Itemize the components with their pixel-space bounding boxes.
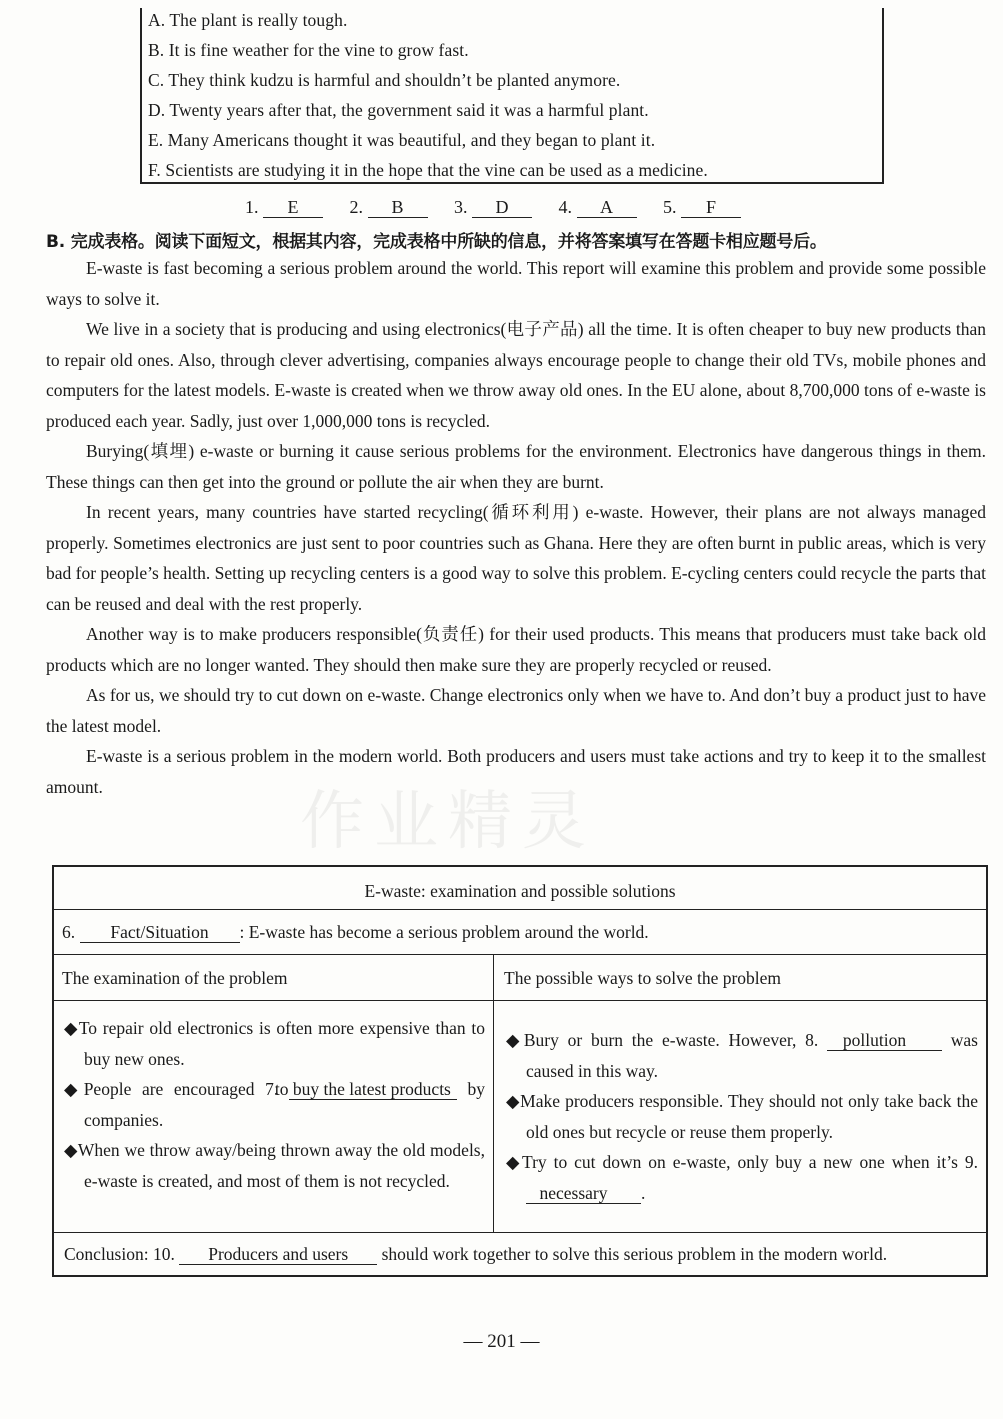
paragraph: Burying(填埋) e-waste or burning it cause serious problems for the environment. Electronics have dangerous things in them. These things can then get into the ground or pollute the air when they are burnt. <box>46 441 986 492</box>
answer-row <box>245 197 763 218</box>
table-right-header: The possible ways to solve the problem <box>494 955 986 1001</box>
diamond-bullet-icon: ◆ <box>506 1091 521 1111</box>
bullet-item: ◆Bury or burn the e-waste. However, 8. pollution was caused in this way. <box>506 1030 978 1081</box>
paragraph: E-waste is fast becoming a serious problem around the world. This report will examine this problem and provide some possible ways to solve it. <box>46 258 986 309</box>
option-b: B. It is fine weather for the vine to grow fast. <box>148 40 469 60</box>
options-box <box>140 8 884 184</box>
answer-item: 1. E <box>245 197 323 218</box>
bullet-item: ◆When we throw away/being thrown away the old models, e-waste is created, and most of them is not recycled. <box>64 1140 485 1191</box>
reading-passage <box>46 253 986 802</box>
table-title: E-waste: examination and possible solutions <box>54 867 986 910</box>
section-b-instruction: B. 完成表格。阅读下面短文，根据其内容，完成表格中所缺的信息，并将答案填写在答题卡相应题号后。 <box>46 232 827 252</box>
bullet-item: ◆To repair old electronics is often more expensive than to buy new ones. <box>64 1018 485 1069</box>
option-f: F. Scientists are studying it in the hope that the vine can be used as a medicine. <box>148 160 708 180</box>
bullet-item: ◆People are encouraged 7. to buy the latest products by companies. <box>64 1079 486 1130</box>
diamond-bullet-icon: ◆ <box>506 1030 524 1050</box>
table-left-header: The examination of the problem <box>54 955 494 1001</box>
answer-blank-7: to buy the latest products <box>289 1079 457 1100</box>
option-d: D. Twenty years after that, the government said it was a harmful plant. <box>148 100 649 120</box>
option-e: E. Many Americans thought it was beautiful, and they began to plant it. <box>148 130 656 150</box>
answer-blank-9: necessary <box>526 1183 641 1204</box>
answer-blank-10: Producers and users <box>179 1244 377 1265</box>
table-conclusion-row: Conclusion: 10. Producers and users should work together to solve this serious problem in the modern world. <box>64 1244 888 1264</box>
page-number: — 201 — <box>463 1331 540 1352</box>
answer-item: 2. B <box>350 197 428 218</box>
answer-blank: E <box>263 197 323 218</box>
diamond-bullet-icon: ◆ <box>64 1079 84 1099</box>
paragraph: In recent years, many countries have started recycling(循环利用) e-waste. However, their plans are not always managed properly. Sometimes electronics are just sent to poor countries such as Ghana. Here they are often burnt in public areas, which is very bad for people’s health. Setting up recycling centers is a good way to solve this problem. E-cycling centers could recycle the parts that can be reused and deal with the rest properly. <box>46 502 986 614</box>
answer-blank-8: pollution <box>827 1030 942 1051</box>
table-right-body <box>494 1001 986 1233</box>
answer-item: 3. D <box>454 197 532 218</box>
bullet-item: ◆Try to cut down on e-waste, only buy a new one when it’s 9. necessary . <box>506 1152 979 1203</box>
paragraph: We live in a society that is producing and using electronics(电子产品) all the time. It is often cheaper to buy new products than to repair old ones. Also, through clever advertising, companies always encourage people to change their old TVs, mobile phones and computers for the latest models. E-waste is created when we throw away old ones. In the EU alone, about 8,700,000 tons of e-waste is produced each year. Sadly, just over 1,000,000 tons is recycled. <box>46 319 986 431</box>
answer-blank: F <box>681 197 741 218</box>
answer-blank: A <box>577 197 637 218</box>
answer-blank: B <box>368 197 428 218</box>
bullet-item: ◆Make producers responsible. They should not only take back the old ones but recycle or reuse them properly. <box>506 1091 978 1142</box>
watermark: 作业精灵 <box>300 785 596 859</box>
paragraph: E-waste is a serious problem in the modern world. Both producers and users must take actions and try to keep it to the smallest amount. <box>46 746 986 797</box>
paragraph: As for us, we should try to cut down on e-waste. Change electronics only when we have to. And don’t buy a product just to have the latest model. <box>46 685 986 736</box>
diamond-bullet-icon: ◆ <box>64 1140 78 1160</box>
table-fact-row: 6. Fact/Situation : E-waste has become a serious problem around the world. <box>54 909 986 955</box>
table-left-body <box>54 1001 494 1233</box>
answer-blank-6: Fact/Situation <box>80 922 240 943</box>
diamond-bullet-icon: ◆ <box>506 1152 523 1172</box>
paragraph: Another way is to make producers responsible(负责任) for their used products. This means that producers must take back old products which are no longer wanted. They should then make sure they are properly recycled or reused. <box>46 624 986 675</box>
option-a: A. The plant is really tough. <box>148 10 348 30</box>
summary-table <box>52 865 988 1277</box>
answer-blank: D <box>472 197 532 218</box>
answer-item: 5. F <box>663 197 741 218</box>
diamond-bullet-icon: ◆ <box>64 1018 79 1038</box>
option-c: C. They think kudzu is harmful and shouldn’t be planted anymore. <box>148 70 621 90</box>
answer-item: 4. A <box>559 197 637 218</box>
